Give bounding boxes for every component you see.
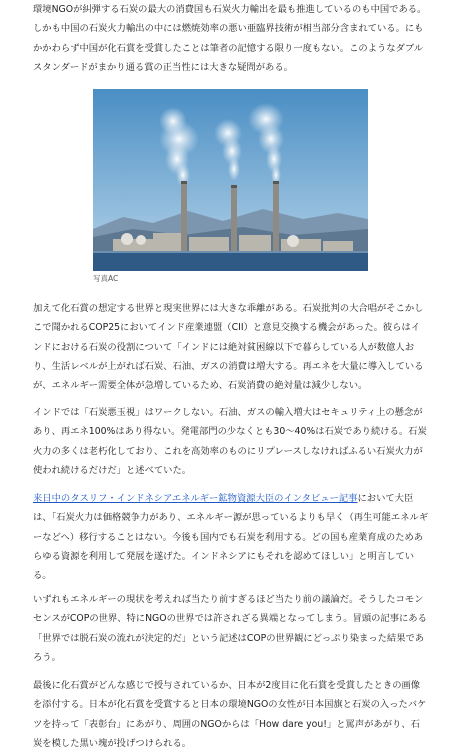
paragraph-china-coal: 環境NGOが糾弾する石炭の最大の消費国も石炭火力輸出を最も推進しているのも中国である。しかも中国の石炭火力輸出の中には燃焼効率の悪い亜臨界技術が相当部分含まれている。にもかかわらず中国が化石賞を受賞したことは筆者の記憶する限り一度もない。このようなダブルスタンダードがまかり通る賞の正当性には大きな疑問がある。 — [33, 4, 427, 73]
paragraph-common-sense: いずれもエネルギーの現状を考えれば当たり前すぎるほど当たり前の議論だ。そうしたコモンセンスがCOPの世界、特にNGOの世界では許されざる異端となってしまう。冒頭の記事にある「世界では脱石炭の流れが決定的だ」という記述はCOPの世界観にどっぷり染まった結果であろう。 — [33, 594, 427, 663]
power-plant-photo — [93, 89, 368, 271]
power-plant-smokestacks-image — [93, 89, 368, 271]
paragraph-cop25-india: 加えて化石賞の想定する世界と現実世界には大きな乖離がある。石炭批判の大合唱がそこかしこで聞かれるCOP25においてインド産業連盟（CII）と意見交換する機会があった。彼らはインドにおける石炭の役割について「インドには絶対貧困線以下で暮らしている人が数億人おり、生活レベルが上がれば石炭、石油、ガスの消費は増大する。再エネを大量に導入しているが、エネルギー需要全体が急増しているため、石炭消費の絶対量は減少しない。 — [33, 303, 424, 392]
paragraph-indonesia — [33, 489, 429, 585]
photo-caption: 写真AC — [93, 274, 119, 283]
paragraph-indonesia-text: において大臣は、「石炭火力は価格競争力があり、エネルギー源が思っているよりも早く（再生可能エネルギーなどへ）移行することはない。今後も国内でも石炭を利用する。どの国も産業育成のためあらゆる資源を利用して発展を遂げた。インドネシアにもそれを認めてほしい」と明言している。 — [33, 493, 429, 582]
paragraph-india-coal: インドでは「石炭悪玉視」はワークしない。石油、ガスの輸入増大はセキュリティ上の懸念があり、再エネ100%はあり得ない。発電部門の少なくとも30〜40%は石炭であり続ける。石炭火力の多くは老朽化しており、これを高効率のものにリプレースしなければふるい石炭火力が使われ続けるだけだ」と述べていた。 — [33, 407, 427, 476]
interview-article-link[interactable]: 来日中のタスリフ・インドネシアエネルギー鉱物資源大臣のインタビュー記事 — [33, 493, 358, 504]
paragraph-fossil-award: 最後に化石賞がどんな感じで授与されているか、日本が2度目に化石賞を受賞したときの画像を添付する。日本が化石賞を受賞すると日本の環境NGOの女性が日本国旗と石炭の入ったバケツを持って「表彰台」にあがり、周囲のNGOからは「How dare you!」と罵声があがり、石炭を模した黒い塊が投げつけられる。 — [33, 680, 427, 749]
